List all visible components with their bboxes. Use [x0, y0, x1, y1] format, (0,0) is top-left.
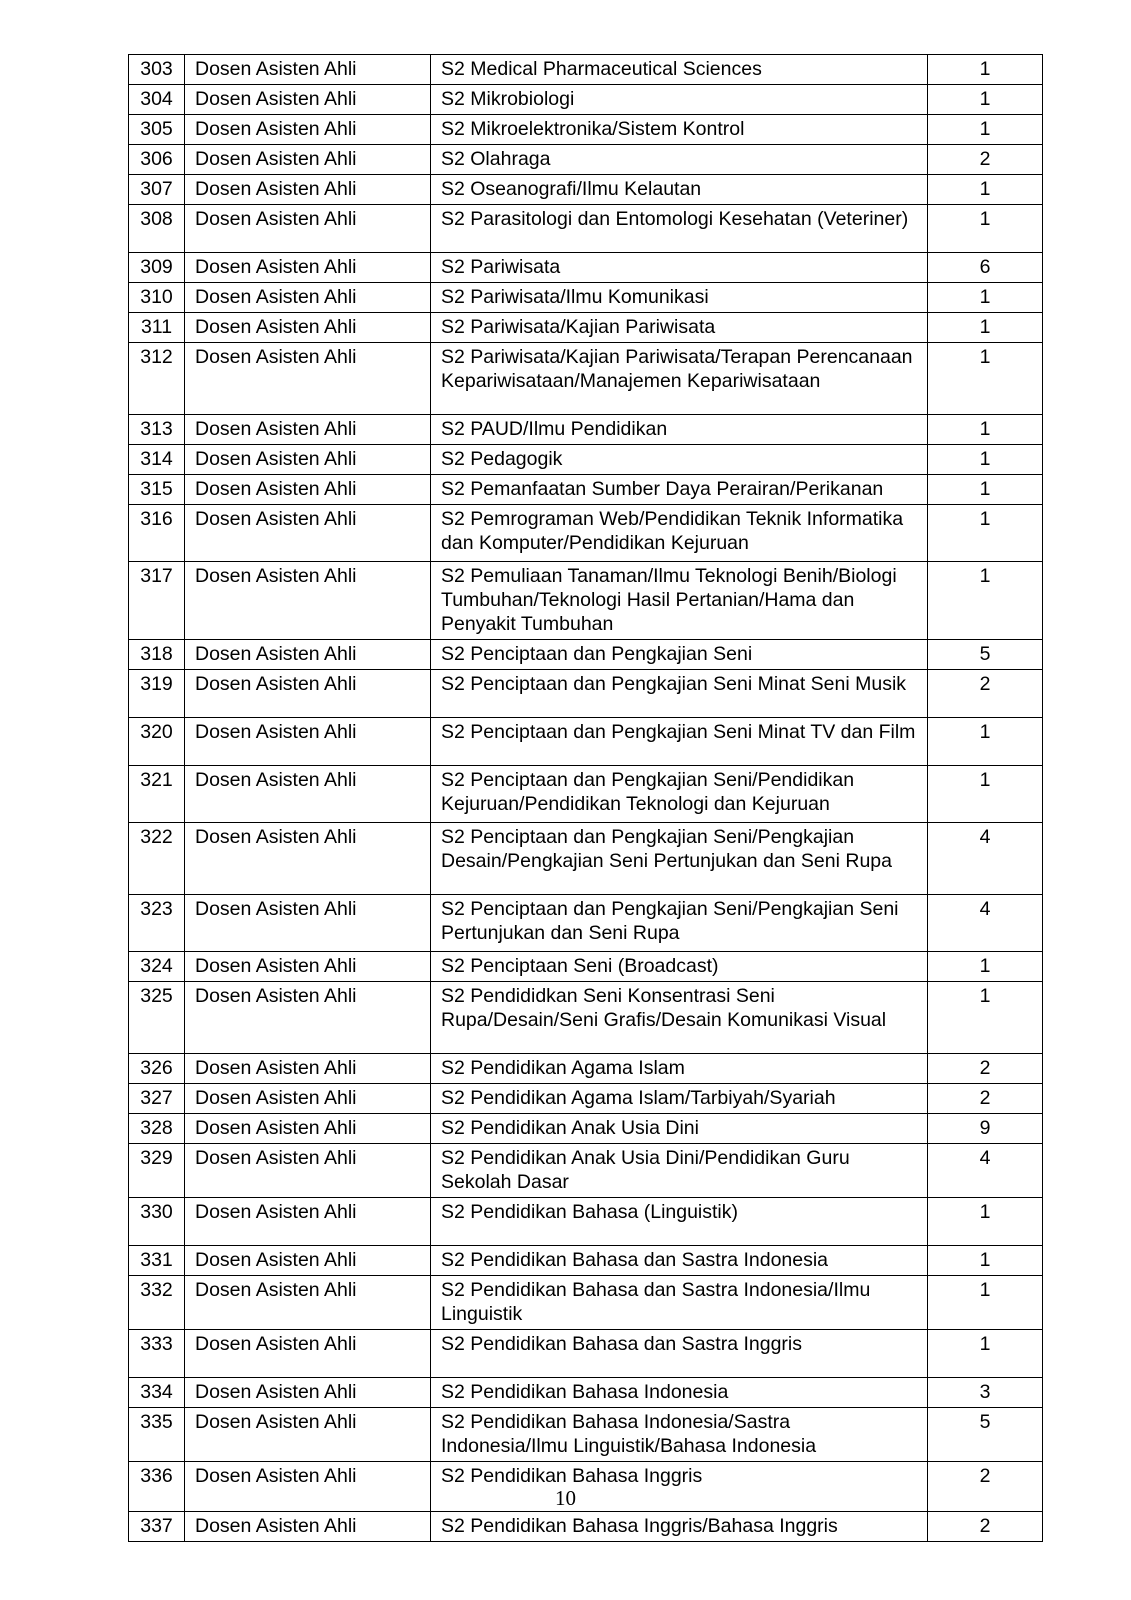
position-cell: Dosen Asisten Ahli: [185, 1330, 431, 1378]
position-cell: Dosen Asisten Ahli: [185, 253, 431, 283]
table-row: [129, 505, 1043, 562]
row-number: 307: [129, 175, 185, 205]
position-cell: Dosen Asisten Ahli: [185, 145, 431, 175]
row-number: 304: [129, 85, 185, 115]
qualification-cell: S2 Medical Pharmaceutical Sciences: [431, 55, 928, 85]
row-number: 337: [129, 1512, 185, 1542]
table-row: [129, 895, 1043, 952]
row-number: 308: [129, 205, 185, 253]
table-row: [129, 562, 1043, 640]
count-cell: 1: [928, 283, 1043, 313]
count-cell: 1: [928, 718, 1043, 766]
qualification-cell: S2 Pendidikan Anak Usia Dini: [431, 1114, 928, 1144]
qualification-cell: S2 Penciptaan Seni (Broadcast): [431, 952, 928, 982]
qualification-cell: S2 Pendidikan Bahasa dan Sastra Indonesia/Ilmu Linguistik: [431, 1276, 928, 1330]
count-cell: 3: [928, 1378, 1043, 1408]
count-cell: 1: [928, 85, 1043, 115]
count-cell: 2: [928, 1512, 1043, 1542]
table-row: [129, 1408, 1043, 1462]
position-cell: Dosen Asisten Ahli: [185, 718, 431, 766]
row-number: 323: [129, 895, 185, 952]
table-row: [129, 1054, 1043, 1084]
row-number: 318: [129, 640, 185, 670]
table-row: [129, 115, 1043, 145]
count-cell: 1: [928, 313, 1043, 343]
position-cell: Dosen Asisten Ahli: [185, 1512, 431, 1542]
table-row: [129, 253, 1043, 283]
table-row: [129, 640, 1043, 670]
qualification-cell: S2 Penciptaan dan Pengkajian Seni/Pengkajian Desain/Pengkajian Seni Pertunjukan dan Seni Rupa: [431, 823, 928, 895]
row-number: 322: [129, 823, 185, 895]
count-cell: 2: [928, 1084, 1043, 1114]
qualification-cell: S2 Pendidikan Bahasa dan Sastra Inggris: [431, 1330, 928, 1378]
table-row: [129, 766, 1043, 823]
position-cell: Dosen Asisten Ahli: [185, 895, 431, 952]
table-row: [129, 718, 1043, 766]
row-number: 320: [129, 718, 185, 766]
row-number: 309: [129, 253, 185, 283]
row-number: 336: [129, 1462, 185, 1512]
qualification-cell: S2 Pendidikan Bahasa Inggris/Bahasa Inggris: [431, 1512, 928, 1542]
qualification-cell: S2 Pemanfaatan Sumber Daya Perairan/Perikanan: [431, 475, 928, 505]
qualification-cell: S2 Pemrograman Web/Pendidikan Teknik Informatika dan Komputer/Pendidikan Kejuruan: [431, 505, 928, 562]
position-cell: Dosen Asisten Ahli: [185, 343, 431, 415]
count-cell: 1: [928, 343, 1043, 415]
count-cell: 2: [928, 670, 1043, 718]
table-row: [129, 343, 1043, 415]
qualification-cell: S2 Pendidikan Agama Islam/Tarbiyah/Syariah: [431, 1084, 928, 1114]
position-cell: Dosen Asisten Ahli: [185, 415, 431, 445]
table-row: [129, 1198, 1043, 1246]
count-cell: 1: [928, 982, 1043, 1054]
row-number: 315: [129, 475, 185, 505]
row-number: 314: [129, 445, 185, 475]
row-number: 319: [129, 670, 185, 718]
qualification-cell: S2 Pendididkan Seni Konsentrasi Seni Rupa/Desain/Seni Grafis/Desain Komunikasi Visual: [431, 982, 928, 1054]
qualification-cell: S2 Penciptaan dan Pengkajian Seni Minat TV dan Film: [431, 718, 928, 766]
qualification-cell: S2 Pariwisata/Kajian Pariwisata: [431, 313, 928, 343]
count-cell: 1: [928, 205, 1043, 253]
count-cell: 1: [928, 1276, 1043, 1330]
position-cell: Dosen Asisten Ahli: [185, 766, 431, 823]
qualification-cell: S2 Pariwisata/Ilmu Komunikasi: [431, 283, 928, 313]
position-cell: Dosen Asisten Ahli: [185, 1054, 431, 1084]
row-number: 327: [129, 1084, 185, 1114]
count-cell: 5: [928, 640, 1043, 670]
table-row: [129, 475, 1043, 505]
position-cell: Dosen Asisten Ahli: [185, 1462, 431, 1512]
table-row: [129, 1330, 1043, 1378]
table-row: [129, 145, 1043, 175]
position-cell: Dosen Asisten Ahli: [185, 55, 431, 85]
table-row: [129, 1114, 1043, 1144]
position-cell: Dosen Asisten Ahli: [185, 982, 431, 1054]
table-row: [129, 1276, 1043, 1330]
qualification-cell: S2 Pariwisata/Kajian Pariwisata/Terapan Perencanaan Kepariwisataan/Manajemen Kepariwisataan: [431, 343, 928, 415]
row-number: 334: [129, 1378, 185, 1408]
position-cell: Dosen Asisten Ahli: [185, 562, 431, 640]
count-cell: 2: [928, 1054, 1043, 1084]
qualification-cell: S2 Pariwisata: [431, 253, 928, 283]
table-row: [129, 313, 1043, 343]
row-number: 325: [129, 982, 185, 1054]
qualification-cell: S2 Pendidikan Agama Islam: [431, 1054, 928, 1084]
position-cell: Dosen Asisten Ahli: [185, 475, 431, 505]
count-cell: 1: [928, 115, 1043, 145]
table-row: [129, 1144, 1043, 1198]
qualification-cell: S2 Pendidikan Bahasa Indonesia: [431, 1378, 928, 1408]
count-cell: 2: [928, 145, 1043, 175]
count-cell: 4: [928, 823, 1043, 895]
row-number: 306: [129, 145, 185, 175]
table-row: [129, 445, 1043, 475]
count-cell: 4: [928, 895, 1043, 952]
qualification-cell: S2 Penciptaan dan Pengkajian Seni/Pendidikan Kejuruan/Pendidikan Teknologi dan Kejuruan: [431, 766, 928, 823]
position-cell: Dosen Asisten Ahli: [185, 313, 431, 343]
table-row: [129, 1512, 1043, 1542]
table-row: [129, 1084, 1043, 1114]
qualification-cell: S2 Pedagogik: [431, 445, 928, 475]
row-number: 335: [129, 1408, 185, 1462]
row-number: 311: [129, 313, 185, 343]
position-cell: Dosen Asisten Ahli: [185, 175, 431, 205]
qualification-cell: S2 Parasitologi dan Entomologi Kesehatan (Veteriner): [431, 205, 928, 253]
qualification-cell: S2 Pendidikan Bahasa (Linguistik): [431, 1198, 928, 1246]
position-cell: Dosen Asisten Ahli: [185, 1378, 431, 1408]
qualification-cell: S2 Pendidikan Anak Usia Dini/Pendidikan Guru Sekolah Dasar: [431, 1144, 928, 1198]
row-number: 330: [129, 1198, 185, 1246]
count-cell: 1: [928, 1330, 1043, 1378]
row-number: 326: [129, 1054, 185, 1084]
position-cell: Dosen Asisten Ahli: [185, 1276, 431, 1330]
count-cell: 9: [928, 1114, 1043, 1144]
row-number: 331: [129, 1246, 185, 1276]
position-cell: Dosen Asisten Ahli: [185, 1084, 431, 1114]
page-number: 10: [555, 1486, 576, 1510]
position-cell: Dosen Asisten Ahli: [185, 670, 431, 718]
table-row: [129, 670, 1043, 718]
count-cell: 1: [928, 1246, 1043, 1276]
row-number: 324: [129, 952, 185, 982]
position-cell: Dosen Asisten Ahli: [185, 1408, 431, 1462]
table-row: [129, 85, 1043, 115]
position-cell: Dosen Asisten Ahli: [185, 1144, 431, 1198]
table-row: [129, 982, 1043, 1054]
table-row: [129, 205, 1043, 253]
position-cell: Dosen Asisten Ahli: [185, 505, 431, 562]
row-number: 329: [129, 1144, 185, 1198]
row-number: 333: [129, 1330, 185, 1378]
count-cell: 1: [928, 562, 1043, 640]
count-cell: 6: [928, 253, 1043, 283]
qualification-cell: S2 Penciptaan dan Pengkajian Seni/Pengkajian Seni Pertunjukan dan Seni Rupa: [431, 895, 928, 952]
row-number: 316: [129, 505, 185, 562]
table-body: [129, 55, 1043, 1542]
position-cell: Dosen Asisten Ahli: [185, 85, 431, 115]
count-cell: 1: [928, 55, 1043, 85]
table-row: [129, 55, 1043, 85]
table-row: [129, 415, 1043, 445]
position-cell: Dosen Asisten Ahli: [185, 640, 431, 670]
count-cell: 1: [928, 175, 1043, 205]
count-cell: 1: [928, 1198, 1043, 1246]
count-cell: 1: [928, 505, 1043, 562]
row-number: 328: [129, 1114, 185, 1144]
table-row: [129, 1378, 1043, 1408]
qualification-cell: S2 Mikrobiologi: [431, 85, 928, 115]
count-cell: 1: [928, 766, 1043, 823]
qualification-cell: S2 Pemuliaan Tanaman/Ilmu Teknologi Benih/Biologi Tumbuhan/Teknologi Hasil Pertanian/Hama dan Penyakit Tumbuhan: [431, 562, 928, 640]
row-number: 321: [129, 766, 185, 823]
position-cell: Dosen Asisten Ahli: [185, 115, 431, 145]
position-cell: Dosen Asisten Ahli: [185, 1246, 431, 1276]
qualification-cell: S2 Penciptaan dan Pengkajian Seni: [431, 640, 928, 670]
position-cell: Dosen Asisten Ahli: [185, 445, 431, 475]
row-number: 312: [129, 343, 185, 415]
qualification-cell: S2 Pendidikan Bahasa Indonesia/Sastra Indonesia/Ilmu Linguistik/Bahasa Indonesia: [431, 1408, 928, 1462]
row-number: 313: [129, 415, 185, 445]
count-cell: 1: [928, 415, 1043, 445]
position-cell: Dosen Asisten Ahli: [185, 283, 431, 313]
row-number: 332: [129, 1276, 185, 1330]
table-row: [129, 283, 1043, 313]
qualification-cell: S2 Mikroelektronika/Sistem Kontrol: [431, 115, 928, 145]
position-cell: Dosen Asisten Ahli: [185, 952, 431, 982]
count-cell: 1: [928, 475, 1043, 505]
table-row: [129, 952, 1043, 982]
formation-table: [128, 54, 1043, 1542]
position-cell: Dosen Asisten Ahli: [185, 1198, 431, 1246]
position-cell: Dosen Asisten Ahli: [185, 205, 431, 253]
qualification-cell: S2 Pendidikan Bahasa dan Sastra Indonesia: [431, 1246, 928, 1276]
row-number: 303: [129, 55, 185, 85]
row-number: 317: [129, 562, 185, 640]
qualification-cell: S2 Penciptaan dan Pengkajian Seni Minat Seni Musik: [431, 670, 928, 718]
count-cell: 4: [928, 1144, 1043, 1198]
table-row: [129, 1246, 1043, 1276]
position-cell: Dosen Asisten Ahli: [185, 823, 431, 895]
count-cell: 1: [928, 445, 1043, 475]
row-number: 310: [129, 283, 185, 313]
row-number: 305: [129, 115, 185, 145]
qualification-cell: S2 PAUD/Ilmu Pendidikan: [431, 415, 928, 445]
table-row: [129, 823, 1043, 895]
count-cell: 1: [928, 952, 1043, 982]
qualification-cell: S2 Pendidikan Bahasa Inggris: [431, 1462, 928, 1512]
count-cell: 2: [928, 1462, 1043, 1512]
qualification-cell: S2 Olahraga: [431, 145, 928, 175]
count-cell: 5: [928, 1408, 1043, 1462]
position-cell: Dosen Asisten Ahli: [185, 1114, 431, 1144]
table-row: [129, 175, 1043, 205]
qualification-cell: S2 Oseanografi/Ilmu Kelautan: [431, 175, 928, 205]
